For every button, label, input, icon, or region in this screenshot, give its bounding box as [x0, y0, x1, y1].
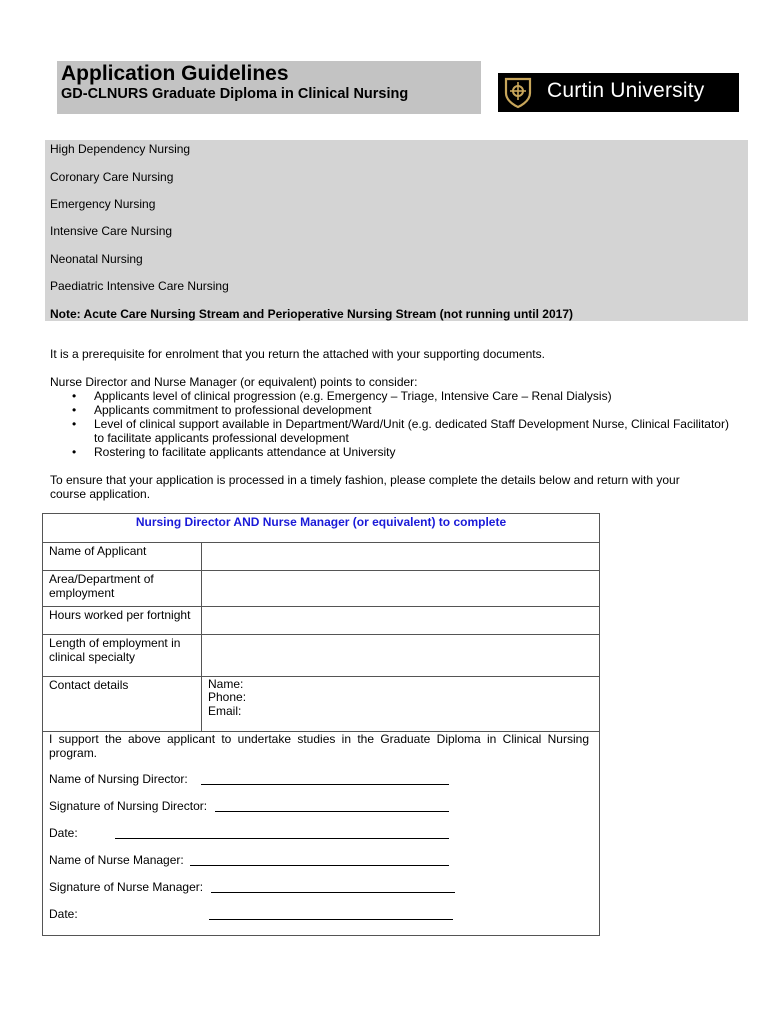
- director-signature-label: Signature of Nursing Director:: [49, 799, 208, 813]
- ensure-text-line2: course application.: [50, 487, 151, 501]
- stream-item: Intensive Care Nursing: [50, 224, 173, 238]
- bullet-icon: •: [72, 389, 77, 403]
- divider: [43, 634, 599, 635]
- stream-item: Coronary Care Nursing: [50, 170, 174, 184]
- divider: [43, 542, 599, 543]
- list-item: • Applicants commitment to professional development: [72, 403, 372, 417]
- bullet-icon: •: [72, 403, 77, 417]
- stream-note: Note: Acute Care Nursing Stream and Perioperative Nursing Stream (not running until 2017): [50, 307, 573, 321]
- logo-text: Curtin University: [547, 79, 705, 102]
- endorsement-form: [42, 513, 600, 936]
- date-label: Date:: [49, 826, 78, 840]
- director-name-label: Name of Nursing Director:: [49, 772, 188, 786]
- manager-signature-line[interactable]: [211, 892, 455, 893]
- support-statement: I support the above applicant to undertake studies in the Graduate Diploma in Clinical Nursing program.: [49, 732, 589, 760]
- bullet-icon: •: [72, 445, 77, 459]
- prerequisite-text: It is a prerequisite for enrolment that you return the attached with your supporting documents.: [50, 347, 545, 361]
- applicant-name-label: Name of Applicant: [49, 544, 147, 558]
- crest-icon: [504, 76, 532, 109]
- contact-details-label: Contact details: [49, 678, 129, 692]
- bullet-icon: •: [72, 417, 77, 431]
- curtin-university-logo: [498, 73, 739, 112]
- contact-name-field[interactable]: Name:: [208, 677, 244, 691]
- form-header: Nursing Director AND Nurse Manager (or equivalent) to complete: [135, 515, 507, 529]
- date-line[interactable]: [209, 919, 453, 920]
- contact-email-field[interactable]: Email:: [208, 704, 242, 718]
- divider: [43, 570, 599, 571]
- hours-worked-label: Hours worked per fortnight: [49, 608, 191, 622]
- streams-panel: [45, 140, 748, 321]
- contact-phone-field[interactable]: Phone:: [208, 690, 247, 704]
- page-title: Application Guidelines: [61, 62, 289, 85]
- stream-item: Neonatal Nursing: [50, 252, 143, 266]
- manager-signature-label: Signature of Nurse Manager:: [49, 880, 204, 894]
- list-item: • Level of clinical support available in Department/Ward/Unit (e.g. dedicated Staff Development Nurse, Clinical Facilitator) to facilitate applicants professional development: [72, 417, 729, 445]
- ensure-text-line1: To ensure that your application is processed in a timely fashion, please complete the details below and return with your: [50, 473, 680, 487]
- header-banner: [57, 61, 481, 114]
- divider: [43, 676, 599, 677]
- page-subtitle: GD-CLNURS Graduate Diploma in Clinical Nursing: [61, 86, 409, 102]
- employment-length-label: Length of employment in clinical specialty: [49, 636, 181, 664]
- stream-item: Paediatric Intensive Care Nursing: [50, 279, 229, 293]
- date-line[interactable]: [115, 838, 449, 839]
- stream-item: High Dependency Nursing: [50, 142, 191, 156]
- director-signature-line[interactable]: [215, 811, 449, 812]
- date-label: Date:: [49, 907, 78, 921]
- column-divider: [201, 542, 202, 731]
- consider-list: [72, 389, 732, 459]
- manager-name-label: Name of Nurse Manager:: [49, 853, 184, 867]
- consider-intro: Nurse Director and Nurse Manager (or equivalent) points to consider:: [50, 375, 418, 389]
- list-item: • Applicants level of clinical progression (e.g. Emergency – Triage, Intensive Care – Renal Dialysis): [72, 389, 612, 403]
- stream-item: Emergency Nursing: [50, 197, 156, 211]
- director-name-line[interactable]: [201, 784, 449, 785]
- manager-name-line[interactable]: [190, 865, 449, 866]
- area-department-label: Area/Department of employment: [49, 572, 154, 600]
- list-item: • Rostering to facilitate applicants attendance at University: [72, 445, 396, 459]
- divider: [43, 606, 599, 607]
